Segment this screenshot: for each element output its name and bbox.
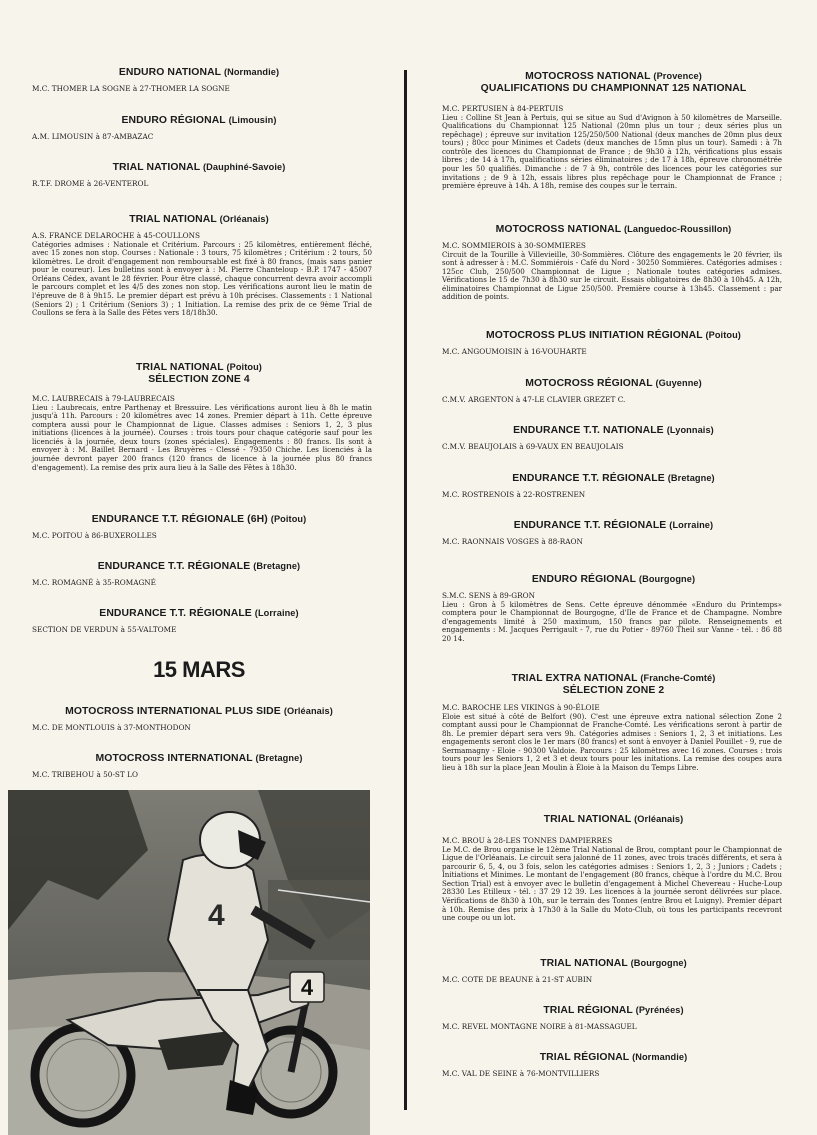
event-club: M.C. REVEL MONTAGNE NOIRE à 81-MASSAGUEL <box>442 1022 637 1031</box>
event-title: TRIAL NATIONAL (Dauphiné-Savoie) <box>112 162 286 173</box>
event-club: M.C. RAONNAIS VOSGES à 88-RAON <box>442 537 583 546</box>
event-title: TRIAL EXTRA NATIONAL (Franche-Comté) SÉLECTION ZONE 2 <box>511 673 716 696</box>
event-club: M.C. VAL DE SEINE à 76-MONTVILLIERS <box>442 1069 600 1078</box>
event-club: S.M.C. SENS à 89-GRON <box>442 591 535 600</box>
event-title: MOTOCROSS NATIONAL (Languedoc-Roussillon) <box>495 224 732 235</box>
event-enduro-regional-bourgogne <box>410 573 817 643</box>
event-description: Lieu : Laubrecais, entre Parthenay et Bressuire. Les vérifications auront lieu à 8h le matin jusqu'à 11h. Parcours : 20 kilomètres avec 14 zones. Premier départ à 11h. Cette épreuve comptera aussi pour le Championnat de Ligue. Classes admises : Seniors 1, 2, 3 plus initiations (licences à la journée). Courses : trois tours pour chaque catégorie sauf pour les licenciés à la journée, deux tours (zones spéciales). Engagements : 80 francs. Ils sont à envoyer à : M. Baillet Bernard - Les Bruyères - Clessé - 79350 Chiche. Les licenciés à la journée devront payer 200 francs (120 francs de licence à la journée plus 80 francs d'engagement). La remise des prix aura lieu à la Salle des Fêtes à 18h30. <box>32 402 372 472</box>
event-description: Eloie est situé à côté de Belfort (90). C'est une épreuve extra national sélection Zone 2 comptant aussi pour le Championnat de Franche-Comté. Les vérifications seront à partir de 8h. Le premier départ sera vers 9h. Catégories admises : Seniors 1, 2, 3 et initiations. Les engagements seront clos le 1er mars (80 francs) et sont à envoyer à Daniel Pouillet - 9, rue de Sermamagny - Eloie - 90300 Valdoie. Parcours : 25 kilomètres avec 16 zones. Courses : trois tours pour les Seniors 1, 2 et 3 et deux tours pour les initations. La remise des coupes aura lieu à 18h sur la place Jean Moulin à Éloie à la Maison du Temps Libre. <box>442 711 782 773</box>
event-club: R.T.F. DROME à 26-VENTEROL <box>32 179 149 188</box>
event-description: Catégories admises : Nationale et Critérium. Parcours : 25 kilomètres, entièrement fléché, avec 15 zones non stop. Courses : Nationale : 3 tours, 75 kilomètres ; Critérium : 2 tours, 50 kilomètres. Le droit d'engagement non remboursable est fixé à 80 francs, (mais sans panier pour le coureur). Les bulletins sont à envoyer à : M. Pierre Chanteloup - B.P. 1747 - 45007 Orléans Cédex, avant le 28 février. Pour être classé, chaque concurrent devra avoir accompli le parcours complet et les 4/5 des zones non stop. Les vérifications auront lieu le matin de l'épreuve de 8 à 9h15. Le premier départ est prévu à 10h précises. Classements : 1 National (Seniors 2) ; 1 Critérium (Seniors 3) ; 1 Initiation. La remise des prix de ce 9ème Trial de Coullons se fera à la Salle des Fêtes vers 18/18h30. <box>32 239 372 318</box>
jersey-number: 4 <box>208 899 225 932</box>
event-club: M.C. THOMER LA SOGNE à 27-THOMER LA SOGNE <box>32 84 230 93</box>
event-club: A.S. FRANCE DELAROCHE à 45-COULLONS <box>32 231 200 240</box>
event-title: TRIAL NATIONAL (Bourgogne) <box>540 958 687 969</box>
event-enduro-national-normandie <box>0 66 398 94</box>
event-motocross-initiation-poitou <box>410 329 817 357</box>
event-motocross-international-bretagne <box>0 752 398 780</box>
event-title: MOTOCROSS RÉGIONAL (Guyenne) <box>525 378 702 389</box>
event-description: Lieu : Gron à 5 kilomètres de Sens. Cette épreuve dénommée «Enduro du Printemps» comptera pour le Championnat de Bourgogne, d'Ile de France et de Champagne. Nombre d'engagements limité à 250 maximum, 150 francs par pilote. Renseignements et engagements : M. Jacques Perrigault - 7, rue du Potier - 89760 Theil sur Vanne - tél. : 86 88 20 14. <box>442 599 782 643</box>
event-club: M.C. COTE DE BEAUNE à 21-ST AUBIN <box>442 975 593 984</box>
event-title: MOTOCROSS NATIONAL (Provence) QUALIFICATIONS DU CHAMPIONNAT 125 NATIONAL <box>480 71 747 94</box>
event-motocross-regional-guyenne <box>410 377 817 405</box>
event-title: ENDURO RÉGIONAL (Limousin) <box>121 115 277 126</box>
event-title: TRIAL RÉGIONAL (Pyrénées) <box>543 1005 684 1016</box>
event-title: ENDURO NATIONAL (Normandie) <box>118 67 280 78</box>
event-title: ENDURANCE T.T. RÉGIONALE (Bretagne) <box>512 473 715 484</box>
event-endurance-bretagne <box>0 560 398 588</box>
event-club: M.C. DE MONTLOUIS à 37-MONTHODON <box>32 723 191 732</box>
event-trial-national-poitou <box>0 361 398 472</box>
event-club: C.M.V. BEAUJOLAIS à 69-VAUX EN BEAUJOLAIS <box>442 442 624 451</box>
event-club: M.C. ANGOUMOISIN à 16-VOUHARTE <box>442 347 587 356</box>
event-trial-regional-pyrenees <box>410 1004 817 1032</box>
event-title: TRIAL RÉGIONAL (Normandie) <box>539 1052 688 1063</box>
event-club: C.M.V. ARGENTON à 47-LE CLAVIER GREZET C. <box>442 395 626 404</box>
event-title: ENDURANCE T.T. RÉGIONALE (6H) (Poitou) <box>91 514 307 525</box>
event-club: M.C. BROU à 28-LES TONNES DAMPIERRES <box>442 836 613 845</box>
number-plate: 4 <box>300 975 314 1000</box>
event-trial-national-bourgogne <box>410 957 817 985</box>
event-title: MOTOCROSS INTERNATIONAL PLUS SIDE (Orléanais) <box>65 706 333 717</box>
event-description: Lieu : Colline St Jean à Pertuis, qui se situe au Sud d'Avignon à 50 kilomètres de Marseille. Qualifications du Championnat 125 National (20mn plus un tour ; deux séries plus un repêchage) ; épreuve sur invitation 125/250/500 National (deux manches de 20mn plus deux tours) ; 80cc pour Minimes et Cadets (deux manches de 15mn plus un tour). Samedi : à 7h contrôle des licences du Championnat de France ; de 9h30 à 12h, vérifications plus essais libres ; de 14 à 17h, qualifications séries éliminatoires ; de 17 à 18h, épreuve chronométrée pour les 50 qualifiés. Dimanche : de 7 à 9h, contrôle des licences pour les catégories sur invitations ; de 9 à 12h, essais libres plus repêchage pour le Championnat de France ; première épreuve à 14h. A 18h, remise des coupes sur le terrain. <box>442 112 782 191</box>
event-title: TRIAL NATIONAL (Orléanais) <box>543 814 684 825</box>
event-title: ENDURANCE T.T. NATIONALE (Lyonnais) <box>513 425 714 436</box>
event-club: M.C. TRIBEHOU à 50-ST LO <box>32 770 138 779</box>
event-motocross-national-provence <box>410 70 817 191</box>
event-trial-national-dauphine <box>0 161 398 189</box>
event-trial-national-orleanais-brou <box>410 813 817 923</box>
event-description: Le M.C. de Brou organise le 12ème Trial National de Brou, comptant pour le Championnat de Ligue de l'Orléanais. Le circuit sera jalonné de 11 zones, avec trois tracés différents, et sera à parcourir 6, 5, 4, ou 3 fois, selon les catégories admises : Seniors 1, 2, 3 ; Juniors ; Cadets ; Initiations et Minimes. Le montant de l'engagement (80 francs, chèque à l'ordre du M.C. Brou Section Trial) est à envoyer avec le bulletin d'engagement à Michel Chevereau - Huche-Loup 28330 Les Etilleux - tél. : 37 29 12 39. Les licences à la journée seront délivrées sur place. Vérifications de 8h30 à 10h, sur le terrain des Tonnes (entre Brou et Luigny). Premier départ à 10h. Remise des prix à 17h30 à la Salle du Moto-Club, où tous les participants recevront une coupe ou un lot. <box>442 844 782 923</box>
event-title: ENDURANCE T.T. RÉGIONALE (Lorraine) <box>99 608 299 619</box>
event-trial-regional-normandie <box>410 1051 817 1079</box>
rider-illustration <box>8 790 370 1135</box>
event-endurance-regionale-bretagne <box>410 472 817 500</box>
date-heading: 15 MARS <box>153 657 245 682</box>
event-club: M.C. LAUBRECAIS à 79-LAUBRECAIS <box>32 394 175 403</box>
column-divider <box>404 70 407 1110</box>
event-title: MOTOCROSS INTERNATIONAL (Bretagne) <box>95 753 303 764</box>
event-endurance-lorraine <box>0 607 398 635</box>
event-endurance-6h-poitou <box>0 513 398 541</box>
event-enduro-regional-limousin <box>0 114 398 142</box>
event-trial-extra-national-franche-comte <box>410 672 817 773</box>
motocross-rider-photo <box>8 790 370 1135</box>
event-description: Circuit de la Tourille à Villevieille, 30-Sommières. Clôture des engagements le 20 février, ils sont à adresser à : M.C. Sommiérois - Café du Nord - 30250 Sommières. Catégories admises : 125cc Club, 250/500 Championnat de Ligue ; Nationale toutes catégories admises. Vérifications le 15 de 7h30 à 8h30 sur le circuit. Essais obligatoires de 8h30 à 10h45. A 12h, éliminatoires Championnat de Ligue 250/500. Première course à 13h45. Classement : par addition de points. <box>442 249 782 302</box>
event-club: M.C. ROMAGNÉ à 35-ROMAGNÉ <box>32 578 157 587</box>
event-title: ENDURO RÉGIONAL (Bourgogne) <box>531 574 696 585</box>
event-club: M.C. BAROCHE LES VIKINGS à 90-ÉLOIE <box>442 703 600 712</box>
event-club: SECTION DE VERDUN à 55-VALTOME <box>32 625 177 634</box>
event-title: MOTOCROSS PLUS INITIATION RÉGIONAL (Poitou) <box>486 330 741 341</box>
event-endurance-nationale-lyonnais <box>410 424 817 452</box>
event-endurance-regionale-lorraine <box>410 519 817 547</box>
event-club: M.C. PERTUSIEN à 84-PERTUIS <box>442 104 564 113</box>
event-trial-national-orleanais <box>0 213 398 318</box>
event-club: A.M. LIMOUSIN à 87-AMBAZAC <box>32 132 154 141</box>
event-club: M.C. ROSTRENOIS à 22-ROSTRENEN <box>442 490 586 499</box>
event-title: TRIAL NATIONAL (Poitou) SÉLECTION ZONE 4 <box>136 362 262 385</box>
event-club: M.C. POITOU à 86-BUXEROLLES <box>32 531 157 540</box>
event-club: M.C. SOMMIEROIS à 30-SOMMIERES <box>442 241 586 250</box>
event-title: TRIAL NATIONAL (Orléanais) <box>129 214 269 225</box>
event-motocross-national-languedoc <box>410 223 817 302</box>
event-title: ENDURANCE T.T. RÉGIONALE (Lorraine) <box>513 520 714 531</box>
event-motocross-international-side <box>0 705 398 733</box>
event-title: ENDURANCE T.T. RÉGIONALE (Bretagne) <box>97 561 301 572</box>
